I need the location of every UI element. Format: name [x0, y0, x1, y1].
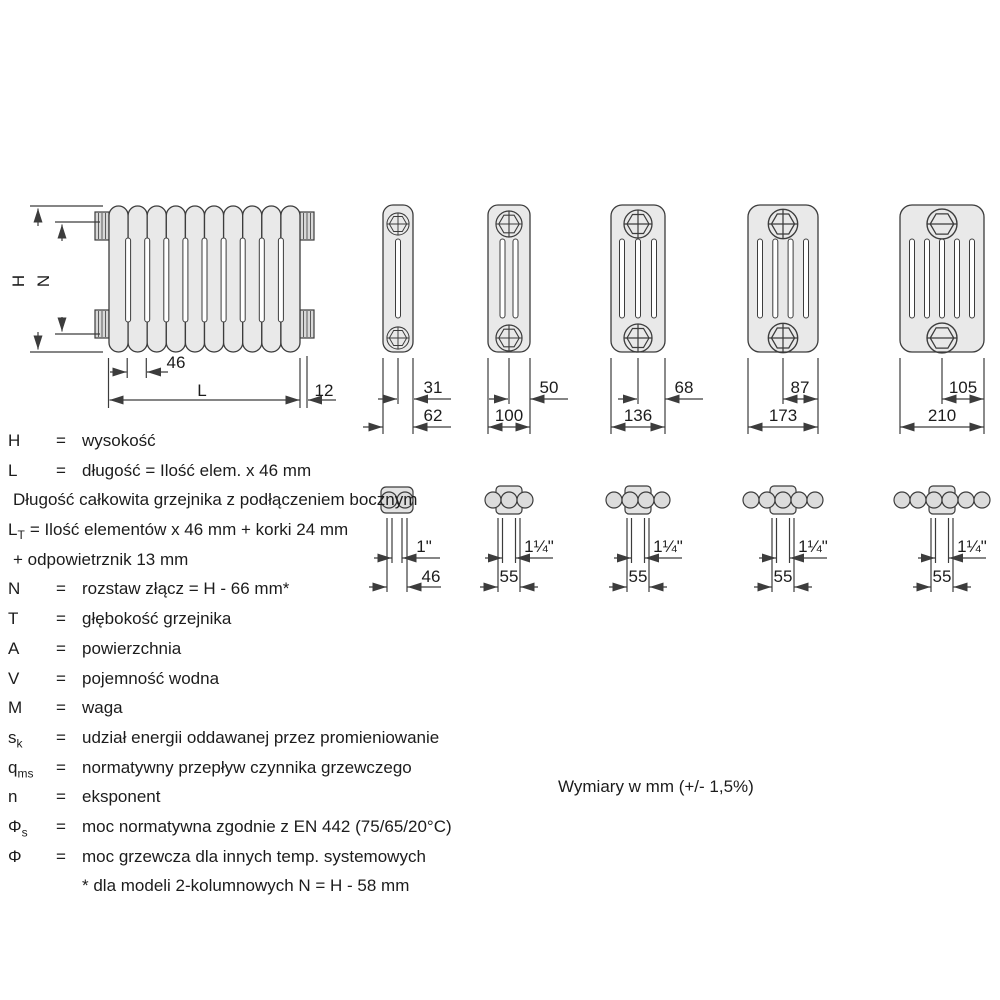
dim-label-100: 100 [494, 406, 524, 425]
legend-row: N = rozstaw złącz = H - 66 mm* [8, 579, 290, 599]
legend-row: Φ = moc grzewcza dla innych temp. systemowych [8, 846, 426, 866]
front-view-drawing [9, 206, 336, 408]
plug-icon [768, 209, 797, 238]
legend [8, 429, 563, 898]
dim-label-1-1-4in: 1¼" [653, 537, 683, 556]
dim-label-N: N [34, 274, 53, 288]
dim-label-210: 210 [927, 406, 957, 425]
section-view-6-column [900, 205, 984, 434]
dim-label-pitch-46: 46 [421, 567, 441, 586]
joint-spacing-dimension-N [34, 222, 100, 334]
dimension-note: Wymiary w mm (+/- 1,5%) [558, 777, 754, 796]
dim-label-50: 50 [539, 378, 559, 397]
top-view-4-column [606, 486, 683, 592]
legend-row: M = waga [8, 698, 123, 718]
section-view-5-column [748, 205, 818, 434]
dim-label-68: 68 [674, 378, 694, 397]
dim-label-173: 173 [768, 406, 798, 425]
plug-icon [387, 213, 409, 235]
dim-label-pitch-55: 55 [932, 567, 952, 586]
legend-row: $q_{ms}$ = normatywny przepływ czynnika grzewczego [8, 757, 412, 780]
plug-icon [387, 327, 409, 349]
dim-label-62: 62 [423, 406, 443, 425]
top-view-5-column [743, 486, 828, 592]
dim-label-87: 87 [790, 378, 810, 397]
radiator-column-slots [126, 238, 284, 322]
element-pitch-dimension [110, 353, 185, 372]
length-dimension-L [110, 381, 300, 400]
plug-icon [624, 210, 652, 238]
dim-label-L: L [197, 381, 207, 400]
dim-label-H: H [9, 274, 28, 288]
legend-row: V = pojemność wodna [8, 668, 220, 688]
legend-row: + odpowietrznik 13 mm [13, 549, 189, 569]
right-top-boss [300, 212, 314, 240]
dim-label-136: 136 [623, 406, 653, 425]
section-view-4-column [611, 205, 703, 434]
legend-row: A = powierzchnia [8, 638, 182, 658]
dim-label-1-1-4in: 1¼" [957, 537, 987, 556]
plug-icon [768, 323, 797, 352]
dim-label-1in: 1" [416, 537, 432, 556]
legend-row: H = wysokość [8, 431, 156, 450]
dim-label-1-1-4in: 1¼" [798, 537, 828, 556]
right-bottom-boss [300, 310, 314, 338]
legend-row: n = eksponent [8, 787, 161, 807]
dim-label-pitch-55: 55 [628, 567, 648, 586]
dim-label-pitch-55: 55 [773, 567, 793, 586]
legend-row: L = długość = Ilość elem. x 46 mm [8, 460, 312, 480]
legend-row: $L_T$ = Ilość elementów x 46 mm + korki 24 mm [8, 520, 349, 543]
legend-row-footnote: * dla modeli 2-kolumnowych N = H - 58 mm [82, 876, 410, 896]
legend-row: $\Phi_s$ = moc normatywna zgodnie z EN 442 (75/65/20°C) [8, 816, 452, 840]
dim-label-12: 12 [314, 381, 334, 400]
plug-icon [927, 209, 957, 239]
dim-label-105: 105 [948, 378, 978, 397]
dim-label-46: 46 [166, 353, 186, 372]
dim-label-31: 31 [423, 378, 443, 397]
section-view-3-column [488, 205, 568, 434]
dim-label-1-1-4in: 1¼" [524, 537, 554, 556]
legend-row: $s_k$ = udział energii oddawanej przez promieniowanie [8, 727, 440, 751]
legend-row: T = głębokość grzejnika [8, 609, 232, 629]
height-dimension-H [9, 206, 103, 352]
plug-icon [496, 325, 522, 351]
plug-icon [624, 324, 652, 352]
top-view-6-column [894, 486, 990, 592]
plug-icon [496, 211, 522, 237]
side-offset-dimension [308, 381, 336, 400]
section-view-2-column [363, 205, 451, 434]
plug-icon [927, 323, 957, 353]
left-top-boss [95, 212, 109, 240]
legend-row: Długość całkowita grzejnika z podłączeniem bocznym [13, 490, 418, 510]
dim-label-pitch-55: 55 [499, 567, 519, 586]
